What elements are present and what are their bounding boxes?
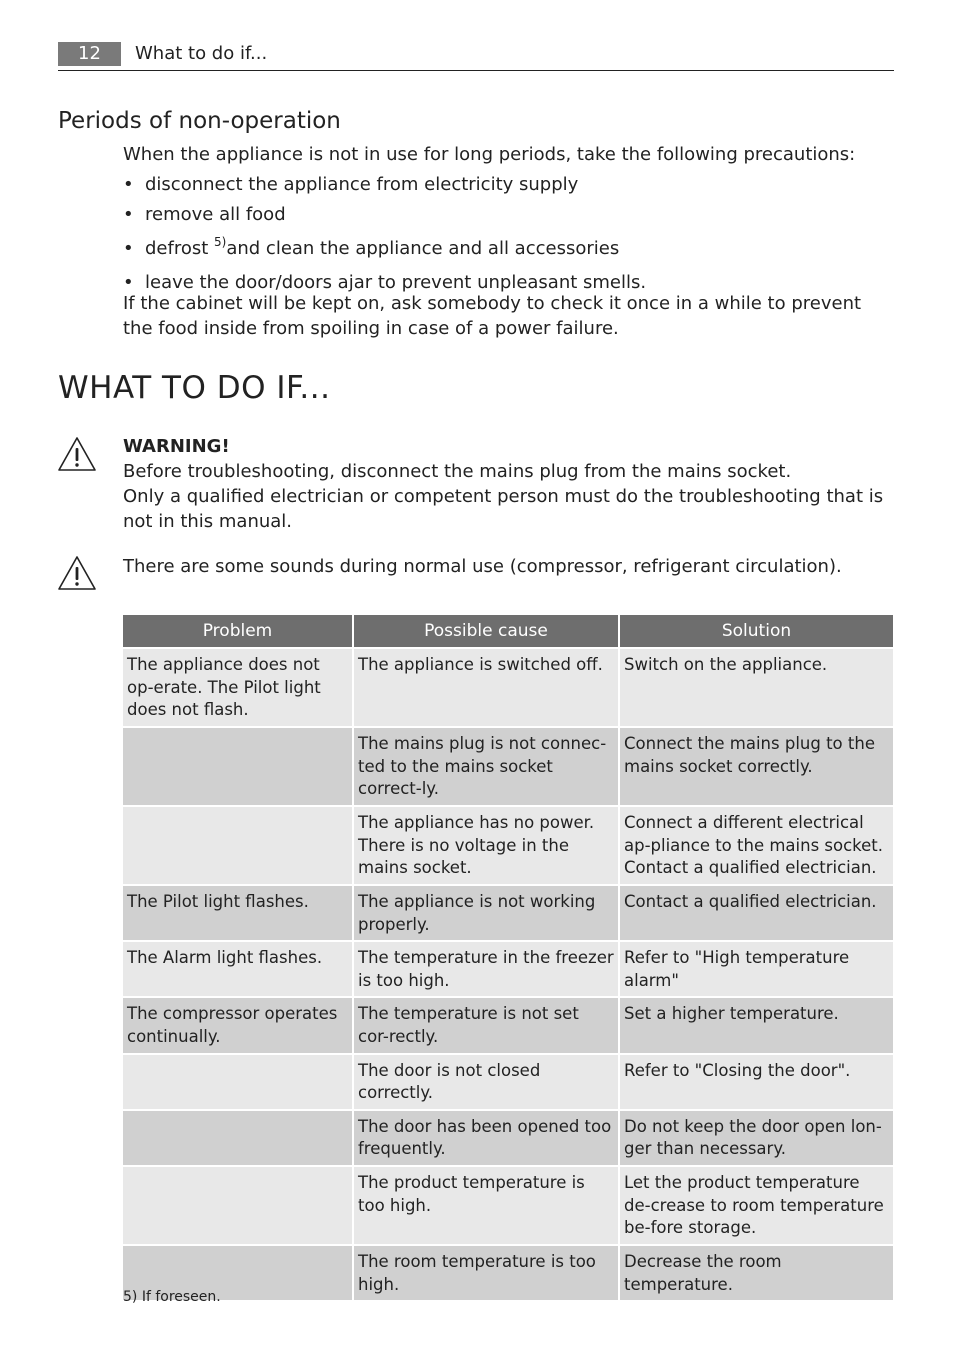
solution-cell: Decrease the room temperature. [620,1246,893,1300]
table-row [123,807,893,884]
cause-cell: The appliance has no power. There is no voltage in the mains socket. [354,807,618,884]
solution-cell: Do not keep the door open lon-ger than necessary. [620,1111,893,1165]
cause-cell: The temperature is not set cor-rectly. [354,998,618,1052]
problem-cell [123,1055,352,1109]
problem-cell [123,807,352,884]
table-row [123,998,893,1052]
cause-cell: The door has been opened too frequently. [354,1111,618,1165]
table-row [123,1167,893,1244]
solution-cell: Contact a qualified electrician. [620,886,893,940]
list-item: • defrost $^{5)}$and clean the appliance and all accessories [123,235,620,259]
warning-text-2: Only a qualified electrician or competent person must do the troubleshooting that is not in this manual. [123,486,884,532]
table-row [123,1246,893,1300]
bullet-icon: • [123,174,134,195]
cause-cell: The temperature in the freezer is too high. [354,942,618,996]
cause-cell: The appliance is switched off. [354,649,618,726]
running-header-title: What to do if... [135,43,268,64]
table-row [123,728,893,805]
page-number: 12 [58,42,121,66]
cause-cell: The product temperature is too high. [354,1167,618,1244]
section-title: WHAT TO DO IF... [58,370,331,406]
warning-triangle-icon [57,555,97,591]
bullet-icon: • [123,238,134,259]
sounds-info: There are some sounds during normal use (compressor, refrigerant circulation). [123,556,842,577]
precautions-list [123,172,893,300]
column-header-problem: Problem [123,615,352,647]
problem-cell [123,728,352,805]
non-operation-note: If the cabinet will be kept on, ask somebody to check it once in a while to prevent the food inside from spoiling in case of a power failure. [123,293,862,339]
footnote-reference: 5) [214,235,227,249]
bullet-icon: • [123,272,134,293]
warning-title: WARNING! [123,436,230,457]
problem-cell: The Pilot light flashes. [123,886,352,940]
column-header-solution: Solution [620,615,893,647]
non-operation-heading: Periods of non-operation [58,108,341,134]
troubleshooting-table [121,613,895,1302]
page-header [58,40,894,72]
list-item: • remove all food [123,204,286,225]
table-header-row [123,615,893,647]
warning-triangle-icon [57,436,97,472]
footnote: 5) If foreseen. [123,1289,221,1305]
cause-cell: The room temperature is too high. [354,1246,618,1300]
problem-cell: The Alarm light flashes. [123,942,352,996]
solution-cell: Switch on the appliance. [620,649,893,726]
solution-cell: Refer to "High temperature alarm" [620,942,893,996]
problem-cell [123,1167,352,1244]
solution-cell: Let the product temperature de-crease to room temperature be-fore storage. [620,1167,893,1244]
table-row [123,1111,893,1165]
solution-cell: Connect the mains plug to the mains socket correctly. [620,728,893,805]
solution-cell: Refer to "Closing the door". [620,1055,893,1109]
bullet-icon: • [123,204,134,225]
solution-cell: Connect a different electrical ap-pliance to the mains socket. Contact a qualified electrician. [620,807,893,884]
warning-text-1: Before troubleshooting, disconnect the mains plug from the mains socket. [123,461,792,482]
problem-cell: The appliance does not op-erate. The Pilot light does not flash. [123,649,352,726]
list-item: • disconnect the appliance from electricity supply [123,174,579,195]
table-row [123,649,893,726]
non-operation-intro: When the appliance is not in use for long periods, take the following precautions: [123,144,856,165]
cause-cell: The mains plug is not connec-ted to the mains socket correct-ly. [354,728,618,805]
table-row [123,886,893,940]
warning-box [123,434,893,534]
solution-cell: Set a higher temperature. [620,998,893,1052]
cause-cell: The door is not closed correctly. [354,1055,618,1109]
list-item: • leave the door/doors ajar to prevent unpleasant smells. [123,272,647,293]
cause-cell: The appliance is not working properly. [354,886,618,940]
problem-cell [123,1111,352,1165]
column-header-cause: Possible cause [354,615,618,647]
table-row [123,942,893,996]
problem-cell: The compressor operates continually. [123,998,352,1052]
table-row [123,1055,893,1109]
header-divider [58,70,894,71]
